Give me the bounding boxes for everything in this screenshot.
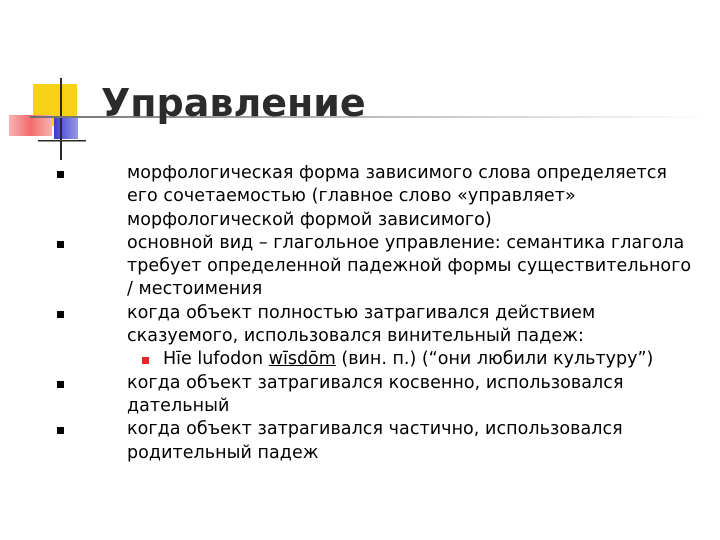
list-item bbox=[0, 162, 720, 232]
list-item-text: когда объект затрагивался частично, использовался родительный падеж bbox=[127, 419, 623, 463]
deco-vertical-line bbox=[60, 78, 62, 160]
example-underlined-word: wīsdōm bbox=[268, 349, 336, 370]
square-bullet-icon bbox=[57, 427, 64, 434]
square-bullet-icon bbox=[57, 311, 64, 318]
example-text-before: Hīe lufodon bbox=[163, 349, 269, 370]
deco-blue-block bbox=[54, 118, 78, 139]
square-bullet-icon bbox=[57, 171, 64, 178]
list-item-text: морфологическая форма зависимого слова определяется его сочетаемостью (главное слово «управляет» морфологической формой зависимого) bbox=[127, 163, 667, 230]
deco-horizontal-line bbox=[38, 140, 86, 142]
list-item bbox=[0, 372, 720, 419]
square-bullet-icon bbox=[57, 241, 64, 248]
red-square-bullet-icon bbox=[142, 357, 149, 364]
list-item bbox=[0, 418, 720, 465]
list-item-text: основной вид – глагольное управление: семантика глагола требует определенной падежной формы существительного / местоимения bbox=[127, 232, 692, 300]
list-item bbox=[0, 302, 720, 349]
bullet-list bbox=[0, 162, 720, 465]
list-item-text: когда объект затрагивался косвенно, использовался дательный bbox=[127, 372, 624, 416]
slide-title: Управление bbox=[101, 81, 366, 125]
example-text-after: (вин. п.) (“они любили культуру”) bbox=[335, 349, 654, 370]
list-item bbox=[0, 232, 720, 302]
example-sentence bbox=[163, 348, 700, 371]
square-bullet-icon bbox=[57, 381, 64, 388]
sub-list-item bbox=[0, 348, 720, 371]
decorative-logo bbox=[0, 0, 110, 170]
list-item-text: когда объект полностью затрагивался действием сказуемого, использовался винительный падеж: bbox=[127, 302, 596, 347]
